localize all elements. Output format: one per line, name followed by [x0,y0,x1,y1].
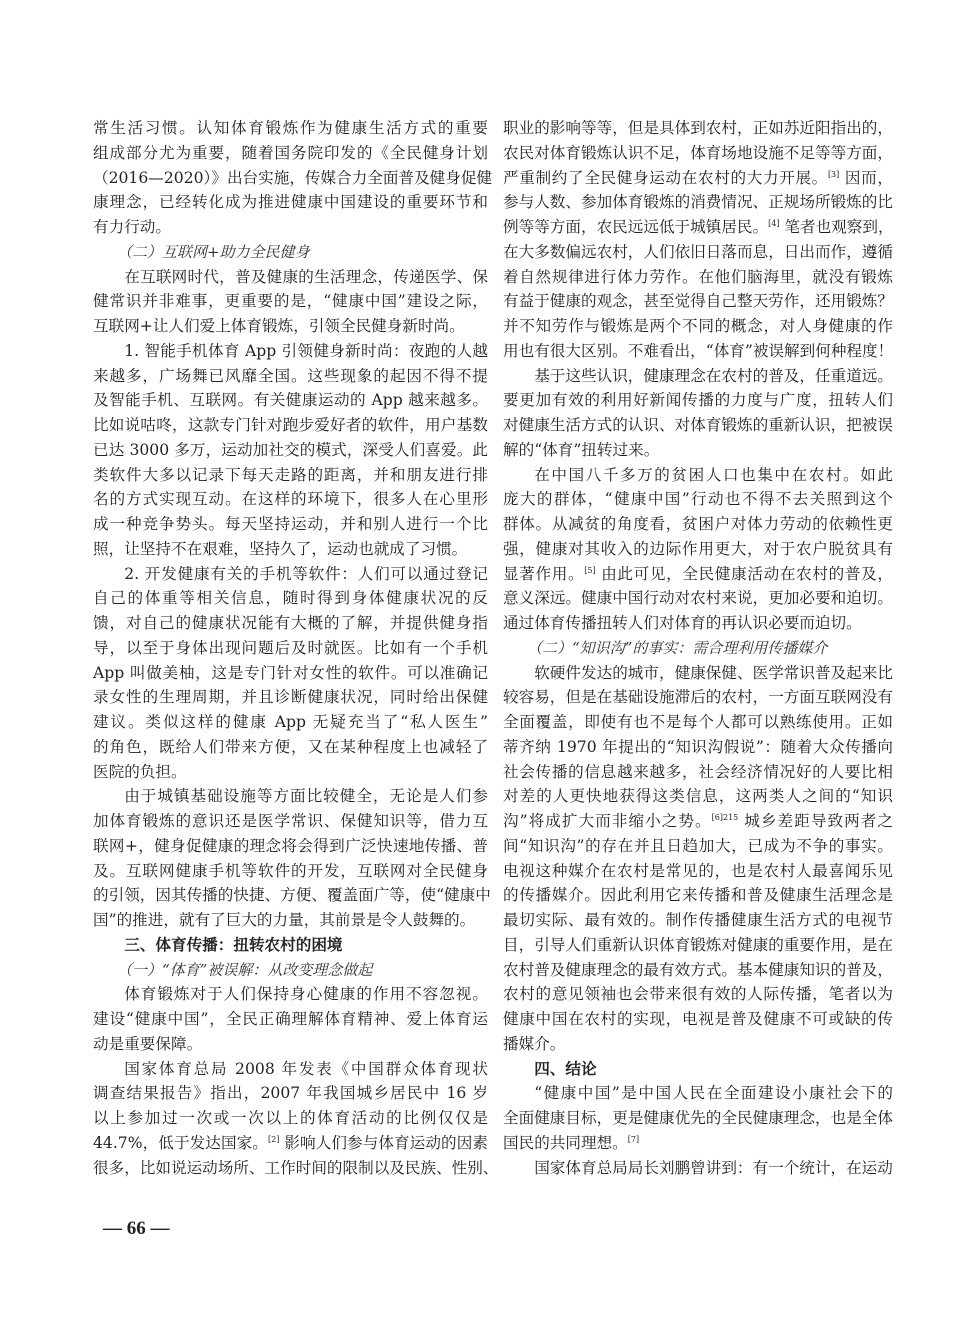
text-line: 有力行动。 [93,218,171,236]
text-line: 组成部分尤为重要，随着国务院印发的《全民健身计划 [93,143,488,162]
text-line: 已达 3000 多万，运动加社交的模式，深受人们喜爱。此 [93,440,488,459]
text-line: App 叫做美柚，这是专门针对女性的软件。可以准确记 [93,663,488,682]
citation-reference: [7] [627,1134,640,1144]
citation-reference: [2] [267,1134,280,1144]
text-line: 及智能手机、互联网。有关健康运动的 App 越来越多。 [93,391,488,410]
text-line: 名的方式实现互动。在这样的环境下，很多人在心里形 [93,490,488,509]
text-line: 加体育锻炼的意识还是医学常识、保健知识等，借力互 [93,812,488,830]
text-line: 并不知劳作与锻炼是两个不同的概念，对人身健康的作 [503,317,893,335]
paragraph [93,562,488,785]
citation-reference: [5] [584,565,596,575]
text-line: 例等等方面，农民远远低于城镇居民。[4] 笔者也观察到， [503,218,894,236]
text-line: 在大多数偏远农村，人们依旧日落而息，日出而作，遵循 [503,242,893,261]
section-heading [93,958,488,983]
text-line: 及。互联网健康手机等软件的开发，互联网对全民健身 [93,861,488,880]
text-line: 在互联网时代，普及健康的生活理念，传递医学、保 [124,267,488,286]
paragraph [503,1081,893,1155]
text-line: 蒂齐纳 1970 年提出的“知识沟假说”：随着大众传播向 [503,737,893,756]
heading-text: （二）互联网+助力全民健身 [117,242,310,261]
text-line: 健康中国在农村的实现，电视是普及健康不可或缺的传 [503,1010,893,1028]
text-line: 沟”将成扩大而非缩小之势。$^{[6]215}$ 城乡差距导致两者之 [503,812,893,830]
paragraph [93,339,488,562]
text-line: 农村的意见领袖也会带来很有效的人际传播，笔者以为 [503,985,893,1004]
paragraph [93,982,488,1056]
text-line: 有益于健康的观念，甚至觉得自己整天劳作，还用锻炼？ [503,292,893,311]
text-line: 康理念，已经转化成为推进健康中国建设的重要环节和 [93,193,488,212]
text-line: 以上参加过一次或一次以上的体育活动的比例仅仅是 [93,1109,488,1127]
paragraph [503,364,893,463]
text-line: 目，引导人们重新认识体育锻炼对健康的重要作用，是在 [503,935,893,954]
text-line: 动是重要保障。 [93,1034,203,1053]
text-line: 健常识并非难事，更重要的是，“健康中国”建设之际， [93,292,488,311]
paragraph [93,265,488,339]
text-line: 软硬件发达的城市，健康保健、医学常识普及起来比 [534,663,893,682]
text-line: 参与人数、参加体育锻炼的消费情况、正规场所锻炼的比 [503,193,893,212]
section-heading [503,1057,893,1082]
text-line: 1. 智能手机体育 App 引领健身新时尚：夜跑的人越 [124,341,488,360]
left-column [93,116,499,1180]
text-line: 在中国八千多万的贫困人口也集中在农村。如此 [534,465,893,484]
section-heading [93,933,488,958]
text-line: 社会传播的信息越来越多，社会经济情况好的人要比相 [503,762,893,781]
text-line: 来越多，广场舞已风靡全国。这些现象的起因不得不提 [93,366,488,385]
text-line: 农村普及健康理念的最有效方式。基本健康知识的普及， [503,960,893,979]
text-line: 成一种竞争势头。每天坚持运动，并和别人进行一个比 [93,515,488,533]
text-line: 基于这些认识，健康理念在农村的普及，任重道远。 [534,366,893,385]
text-line: 调查结果报告》指出，2007 年我国城乡居民中 16 岁 [93,1084,488,1103]
heading-text: 四、结论 [534,1058,597,1078]
text-line: 很多，比如说运动场所、工作时间的限制以及民族、性别、 [93,1158,499,1177]
text-line: 建议。类似这样的健康 App 无疑充当了“私人医生” [93,713,488,731]
text-line: 国民的共同理想。[7] [503,1133,640,1152]
citation-reference: [4] [768,219,780,228]
text-line: 强，健康对其收入的边际作用更大，对于农户脱贫具有 [503,539,893,558]
paragraph [93,784,491,933]
text-line: 对健康生活方式的认识、对体育锻炼的重新认识，把被误 [503,416,893,434]
text-line: 比如说咕咚，这款专门针对跑步爱好者的软件，用户基数 [93,416,488,434]
text-line: 群体。从减贫的角度看，贫困户对体力劳动的依赖性更 [503,515,893,533]
text-line: 体育锻炼对于人们保持身心健康的作用不容忽视。 [124,985,488,1004]
text-line: 职业的影响等等，但是具体到农村，正如苏近阳指出的， [503,119,893,137]
right-column [503,116,893,1180]
text-line: 意义深远。健康中国行动对农村来说，更加必要和迫切。 [503,589,893,608]
text-line: 2. 开发健康有关的手机等软件：人们可以通过登记 [124,564,488,583]
text-line: 由于城镇基础设施等方面比较健全，无论是人们参 [124,787,488,806]
text-line: 间“知识沟”的存在并且日趋加大，已成为不争的事实。 [503,836,893,855]
text-line: 用也有很大区别。不难看出，“体育”被误解到何种程度！ [503,341,894,360]
text-line: 对差的人更快地获得这类信息，这两类人之间的“知识 [503,787,893,806]
text-line: 的传播媒介。因此利用它来传播和普及健康生活理念是 [503,886,893,905]
page-number: — 66 — [103,1218,170,1239]
paragraph [503,661,893,1057]
text-line: 互联网+让人们爱上体育锻炼，引领全民健身新时尚。 [93,317,465,335]
text-line: 国家体育总局局长刘鹏曾讲到：有一个统计，在运动 [534,1158,893,1177]
text-line: 通过体育传播扭转人们对体育的再认识必要而迫切。 [503,614,862,632]
text-line: 庞大的群体，“健康中国”行动也不得不去关照到这个 [503,490,893,509]
text-line: 常生活习惯。认知体育锻炼作为健康生活方式的重要 [93,119,488,137]
text-line: 显著作用。[5] 由此可见，全民健康活动在农村的普及， [503,564,893,583]
heading-text: （一）“体育”被误解：从改变理念做起 [117,960,373,979]
text-line: 国”的推进，就有了巨大的力量，其前景是令人鼓舞的。 [93,911,476,929]
section-heading [503,636,893,661]
text-line: 类软件大多以记录下每天走路的距离，并和朋友进行排 [93,465,488,484]
text-line: 解的“体育”扭转过来。 [503,440,660,459]
text-line: 要更加有效的利用好新闻传播的力度与广度，扭转人们 [503,391,893,410]
text-line: 国家体育总局 2008 年发表《中国群众体育现状 [124,1059,488,1078]
text-line: 播媒介。 [503,1034,566,1053]
text-line: “健康中国”是中国人民在全面建设小康社会下的 [534,1084,893,1103]
text-line: 较容易，但是在基础设施滞后的农村，一方面互联网没有 [503,688,893,707]
text-line: 最切实际、最有效的。制作传播健康生活方式的电视节 [503,911,893,929]
text-line: 的引领，因其传播的快捷、方便、覆盖面广等，使“健康中 [93,886,491,905]
paragraph [503,116,893,364]
text-line: 的角色，既给人们带来方便，又在某种程度上也减轻了 [93,737,488,756]
citation-reference: [3] [827,169,840,179]
text-line: 导，以至于身体出现问题后及时就医。比如有一个手机 [93,638,488,657]
text-line: （2016—2020）》出台实施，传媒合力全面普及健身促健 [93,168,493,187]
text-line: 建设“健康中国”，全民正确理解体育精神、爱上体育运 [93,1010,488,1028]
text-line: 照，让坚持不在艰难，坚持久了，运动也就成了习惯。 [93,539,468,558]
paragraph [503,463,893,636]
paragraph [503,1156,893,1181]
text-line: 自己的体重等相关信息，随时得到身体健康状况的反 [93,589,488,608]
text-line: 录女性的生理周期，并且诊断健康状况，同时给出保健 [93,688,488,707]
text-line: 电视这种媒介在农村是常见的，也是农村人最喜闻乐见 [503,861,893,880]
text-line: 联网+，健身促健康的理念将会得到广泛快速地传播、普 [93,836,488,855]
text-line: 着自然规律进行体力劳作。在他们脑海里，就没有锻炼 [503,267,893,286]
heading-text: 三、体育传播：扭转农村的困境 [124,934,343,954]
citation-reference: [6]215 [711,813,739,822]
text-line: 严重制约了全民健身运动在农村的大力开展。[3] 因而， [503,168,893,187]
text-line: 44.7%，低于发达国家。[2] 影响人们参与体育运动的因素 [93,1133,488,1152]
section-heading [93,240,488,265]
heading-text: （二）“知识沟”的事实：需合理利用传播媒介 [527,638,828,657]
text-line: 全面覆盖，即使有也不是每个人都可以熟练使用。正如 [503,713,893,731]
text-line: 医院的负担。 [93,762,187,781]
text-line: 馈，对自己的健康状况能有大概的了解，并提供健身指 [93,614,488,632]
text-line: 全面健康目标，更是健康优先的全民健康理念，也是全体 [503,1109,893,1127]
text-line: 农民对体育锻炼认识不足，体育场地设施不足等等方面， [503,143,893,162]
paragraph [93,1057,499,1181]
paragraph [93,116,493,240]
